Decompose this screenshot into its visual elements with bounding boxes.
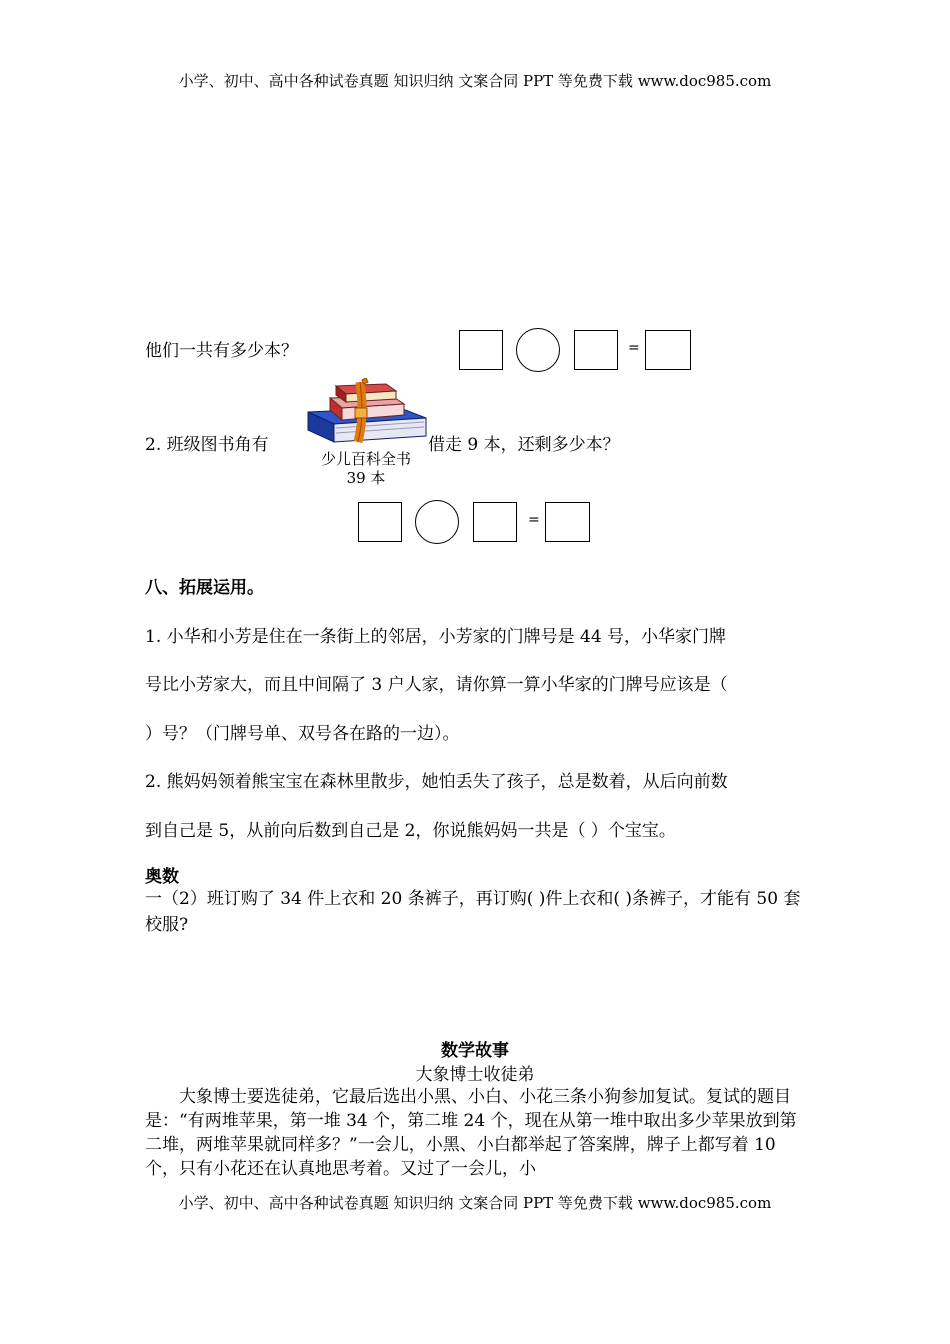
section-8-p2-line2: 到自己是 5，从前向后数到自己是 2，你说熊妈妈一共是（ ）个宝宝。 bbox=[145, 821, 676, 841]
section-8-title: 八、拓展运用。 bbox=[145, 578, 264, 598]
book-caption-title: 少儿百科全书 bbox=[320, 450, 411, 468]
story-text: 大象博士要选徒弟，它最后选出小黑、小白、小花三条小狗参加复试。复试的题目是：“有两堆苹果，第一堆 34 个，第二堆 24 个，现在从第一堆中取出多少苹果放到第二堆，两堆苹果就同样多？”一会儿，小黑、小白都举起了答案牌，牌子上都写着 10 个，只有小花还在认真地思考着。又过了一会儿，小 bbox=[145, 1087, 797, 1179]
book-caption bbox=[308, 450, 424, 488]
equals-sign-2: = bbox=[528, 512, 540, 528]
equals-sign-1: = bbox=[628, 340, 640, 356]
section-8-p2-line1: 2. 熊妈妈领着熊宝宝在森林里散步，她怕丢失了孩子，总是数着，从后向前数 bbox=[145, 772, 728, 792]
book-caption-count: 39 本 bbox=[346, 469, 386, 487]
operator-circle-2[interactable] bbox=[415, 500, 459, 544]
answer-box-6[interactable] bbox=[545, 502, 590, 542]
answer-box-5[interactable] bbox=[473, 502, 517, 542]
answer-box-3[interactable] bbox=[645, 330, 691, 370]
olympiad-title: 奥数 bbox=[145, 867, 179, 887]
section-8-p1-line2: 号比小芳家大，而且中间隔了 3 户人家，请你算一算小华家的门牌号应该是（ bbox=[145, 675, 728, 695]
section-8-p1-line3: ）号？（门牌号单、双号各在路的一边）。 bbox=[145, 724, 460, 744]
question-total-text: 他们一共有多少本？ bbox=[145, 341, 298, 361]
book-stack-image bbox=[300, 378, 430, 450]
olympiad-text: 一（2）班订购了 34 件上衣和 20 条裤子，再订购( )件上衣和( )条裤子，才能有 50 套校服? bbox=[145, 889, 801, 935]
answer-box-1[interactable] bbox=[459, 330, 503, 370]
page-footer: 小学、初中、高中各种试卷真题 知识归纳 文案合同 PPT 等免费下载 www.doc985.com bbox=[178, 1194, 772, 1212]
book-stack-icon bbox=[300, 378, 430, 450]
section-8-p1-line1: 1. 小华和小芳是住在一条街上的邻居，小芳家的门牌号是 44 号，小华家门牌 bbox=[145, 627, 727, 647]
question-2-prefix: 2. 班级图书角有 bbox=[145, 435, 269, 455]
story-subtitle: 大象博士收徒弟 bbox=[415, 1065, 535, 1085]
question-2-suffix: 借走 9 本，还剩多少本？ bbox=[428, 435, 620, 455]
answer-box-2[interactable] bbox=[574, 330, 618, 370]
answer-box-4[interactable] bbox=[358, 502, 402, 542]
story-title: 数学故事 bbox=[441, 1041, 509, 1061]
operator-circle-1[interactable] bbox=[516, 328, 560, 372]
page-header: 小学、初中、高中各种试卷真题 知识归纳 文案合同 PPT 等免费下载 www.doc985.com bbox=[178, 72, 772, 90]
